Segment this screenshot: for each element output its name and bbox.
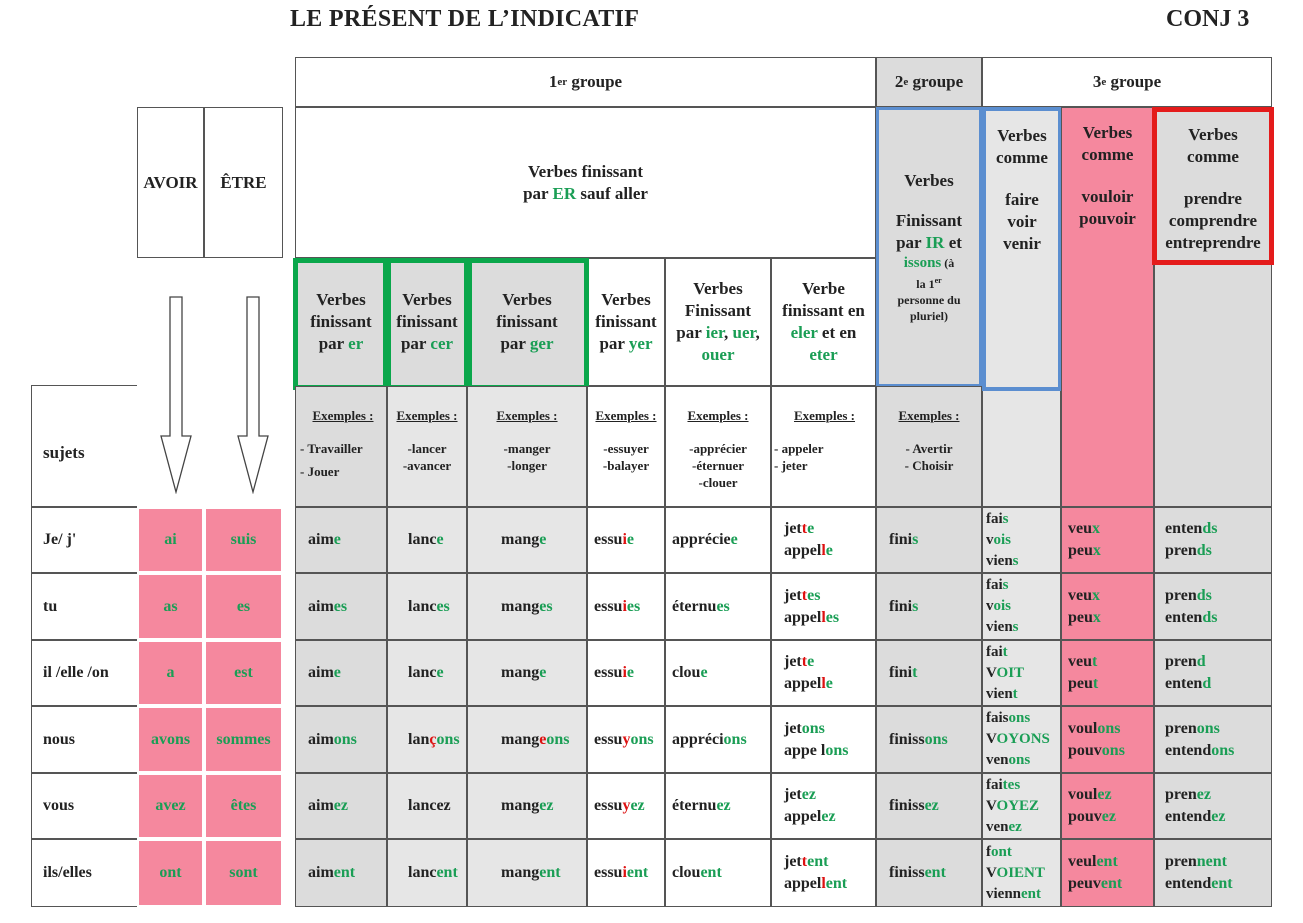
green-box-ger: [467, 258, 589, 390]
conj-cer-4: lancez: [387, 773, 467, 839]
conj-er-0: aime: [295, 507, 387, 573]
conj-faire-1: fais vois viens: [982, 573, 1061, 640]
conj-ier-0: appréciee: [665, 507, 771, 573]
conj-vouloir-5: veulent peuvent: [1061, 839, 1154, 907]
group-3-prendre-box: Verbes comme prendre comprendre entreprendre: [1152, 107, 1274, 265]
page-title: LE PRÉSENT DE L’INDICATIF: [290, 6, 640, 32]
conj-prendre-2: prend entend: [1154, 640, 1272, 706]
avoir-form-2: a: [137, 640, 204, 706]
examples-cell-1: Exemples : -lancer -avancer: [387, 386, 467, 507]
conj-cer-2: lance: [387, 640, 467, 706]
subject-5: ils/elles: [31, 839, 138, 907]
conj-vouloir-0: veux peux: [1061, 507, 1154, 573]
examples-cell-6: Exemples : - Avertir - Choisir: [876, 386, 982, 507]
conj-faire-4: faites VOYEZ venez: [982, 773, 1061, 839]
sub-header-2: Verbes finissant par ger: [467, 258, 587, 386]
conj-ir-3: finissons: [876, 706, 982, 773]
conj-eler-3: jetons appe lons: [771, 706, 876, 773]
conj-er-2: aime: [295, 640, 387, 706]
conj-er-1: aimes: [295, 573, 387, 640]
green-box-er: [293, 258, 388, 390]
etre-down-arrow-icon: [237, 296, 269, 494]
group-1-header: 1 er groupe: [295, 57, 876, 107]
conj-er-3: aimons: [295, 706, 387, 773]
conj-yer-1: essuies: [587, 573, 665, 640]
subject-2: il /elle /on: [31, 640, 138, 706]
conj-vouloir-2: veut peut: [1061, 640, 1154, 706]
conj-yer-4: essuyez: [587, 773, 665, 839]
conj-prendre-5: prennent entendent: [1154, 839, 1272, 907]
sujets-header: sujets: [31, 385, 138, 507]
conj-faire-3: faisons VOYONS venons: [982, 706, 1061, 773]
subject-3: nous: [31, 706, 138, 773]
conj-ir-1: finis: [876, 573, 982, 640]
avoir-header: AVOIR: [137, 107, 204, 258]
conj-ier-4: éternuez: [665, 773, 771, 839]
conj-ger-0: mange: [467, 507, 587, 573]
conj-eler-2: jette appelle: [771, 640, 876, 706]
conj-ir-4: finissez: [876, 773, 982, 839]
avoir-form-1: as: [137, 573, 204, 640]
avoir-form-4: avez: [137, 773, 204, 839]
conj-yer-3: essuyons: [587, 706, 665, 773]
sub-header-4: Verbes Finissant par ier, uer, ouer: [665, 258, 771, 386]
conj-ger-4: mangez: [467, 773, 587, 839]
examples-cell-0: Exemples : - Travailler - Jouer: [295, 386, 387, 507]
conj-er-5: aiment: [295, 839, 387, 907]
conj-ir-0: finis: [876, 507, 982, 573]
etre-form-5: sont: [204, 839, 283, 907]
avoir-form-5: ont: [137, 839, 204, 907]
sub-header-3: Verbes finissant par yer: [587, 258, 665, 386]
conj-cer-3: lançons: [387, 706, 467, 773]
group-3-vouloir-header: Verbes comme vouloir pouvoir: [1061, 107, 1154, 507]
group-2-description: Verbes Finissant par IR et issons (à la 1er personne du pluriel): [876, 107, 982, 387]
conj-er-4: aimez: [295, 773, 387, 839]
conj-vouloir-1: veux peux: [1061, 573, 1154, 640]
conj-cer-5: lancent: [387, 839, 467, 907]
examples-cell-3: Exemples : -essuyer -balayer: [587, 386, 665, 507]
conj-ger-2: mange: [467, 640, 587, 706]
conj-yer-0: essuie: [587, 507, 665, 573]
conj-ier-2: cloue: [665, 640, 771, 706]
examples-cell-4: Exemples : -apprécier -éternuer -clouer: [665, 386, 771, 507]
subject-1: tu: [31, 573, 138, 640]
conj-eler-1: jettes appelles: [771, 573, 876, 640]
avoir-form-0: ai: [137, 507, 204, 573]
examples-cell-5: Exemples : - appeler - jeter: [771, 386, 876, 507]
conj-eler-4: jetez appelez: [771, 773, 876, 839]
conj-prendre-3: prenons entendons: [1154, 706, 1272, 773]
conj-cer-0: lance: [387, 507, 467, 573]
avoir-down-arrow-icon: [160, 296, 192, 494]
conj-ier-5: clouent: [665, 839, 771, 907]
conj-eler-0: jette appelle: [771, 507, 876, 573]
conj-ir-5: finissent: [876, 839, 982, 907]
conj-ger-3: mangeons: [467, 706, 587, 773]
subject-4: vous: [31, 773, 138, 839]
sub-header-5: Verbe finissant en eler et en eter: [771, 258, 876, 386]
examples-cell-2: Exemples : -manger -longer: [467, 386, 587, 507]
etre-form-2: est: [204, 640, 283, 706]
conj-cer-1: lances: [387, 573, 467, 640]
conj-yer-5: essuient: [587, 839, 665, 907]
conj-ger-5: mangent: [467, 839, 587, 907]
conj-vouloir-4: voulez pouvez: [1061, 773, 1154, 839]
group-2-header: 2 e groupe: [876, 57, 982, 107]
conj-faire-5: font VOIENT viennent: [982, 839, 1061, 907]
sub-header-0: Verbes finissant par er: [295, 258, 387, 386]
subject-0: Je/ j': [31, 507, 138, 573]
etre-form-4: êtes: [204, 773, 283, 839]
conj-faire-2: fait VOIT vient: [982, 640, 1061, 706]
etre-form-1: es: [204, 573, 283, 640]
etre-form-3: sommes: [204, 706, 283, 773]
conj-ir-2: finit: [876, 640, 982, 706]
etre-form-0: suis: [204, 507, 283, 573]
group-3-header: 3 e groupe: [982, 57, 1272, 107]
conj-prendre-4: prenez entendez: [1154, 773, 1272, 839]
group-1-description: Verbes finissant par ER sauf aller: [295, 107, 876, 258]
conj-faire-0: fais vois viens: [982, 507, 1061, 573]
conj-yer-2: essuie: [587, 640, 665, 706]
conj-prendre-1: prends entends: [1154, 573, 1272, 640]
group-3-faire-box: Verbes comme faire voir venir: [982, 107, 1062, 391]
conj-prendre-0: entends prends: [1154, 507, 1272, 573]
conj-ger-1: manges: [467, 573, 587, 640]
conj-vouloir-3: voulons pouvons: [1061, 706, 1154, 773]
conj-ier-3: apprécions: [665, 706, 771, 773]
etre-header: ÊTRE: [204, 107, 283, 258]
green-box-cer: [386, 258, 469, 390]
sub-header-1: Verbes finissant par cer: [387, 258, 467, 386]
sheet-code: CONJ 3: [1166, 6, 1250, 32]
conj-ier-1: éternues: [665, 573, 771, 640]
conj-eler-5: jettent appellent: [771, 839, 876, 907]
avoir-form-3: avons: [137, 706, 204, 773]
